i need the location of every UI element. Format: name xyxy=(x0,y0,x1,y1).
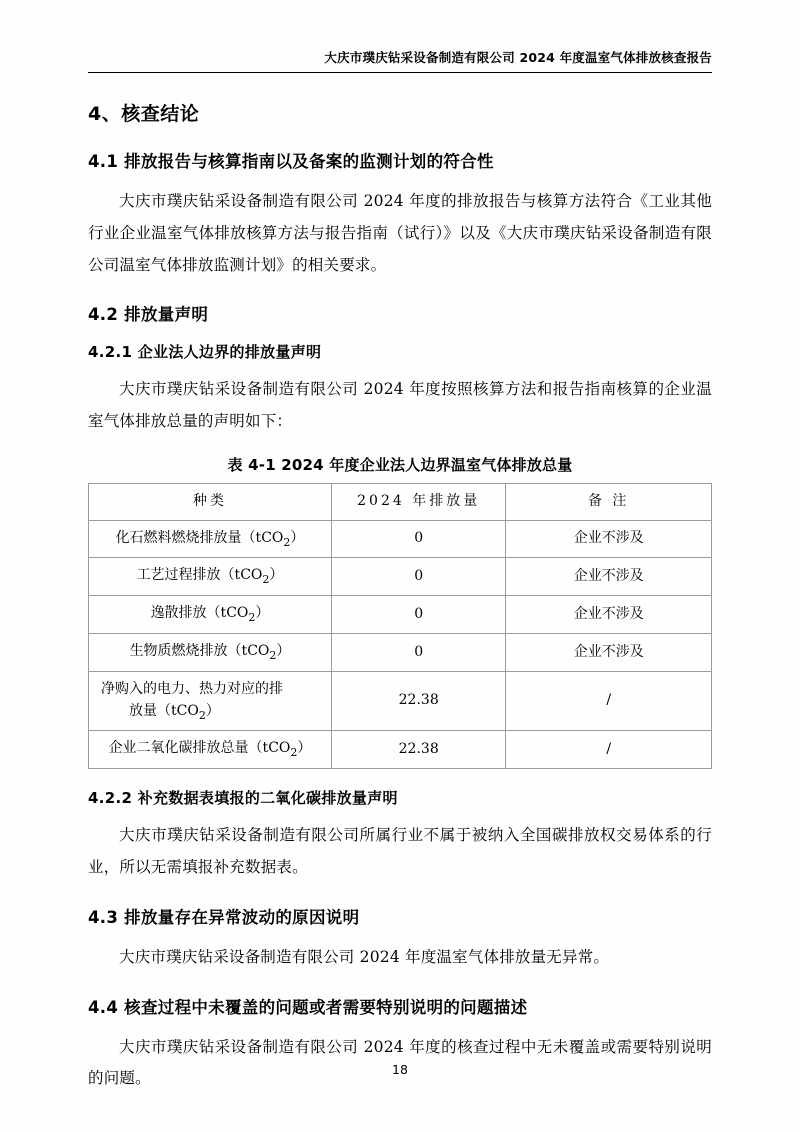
cell-value: 22.38 xyxy=(331,671,505,731)
running-header: 大庆市璞庆钻采设备制造有限公司 2024 年度温室气体排放核查报告 xyxy=(324,50,712,65)
table-row xyxy=(89,558,712,596)
section-4-heading: 4、核查结论 xyxy=(88,103,200,125)
table-row xyxy=(89,634,712,672)
cell-note: 企业不涉及 xyxy=(506,520,712,558)
cell-value: 0 xyxy=(331,634,505,672)
table-header-kind: 种类 xyxy=(89,483,332,520)
cell-kind: 生物质燃烧排放（tCO$_2$） xyxy=(89,634,332,672)
table-body xyxy=(89,520,712,769)
table-row xyxy=(89,596,712,634)
section-4-1-paragraph: 大庆市璞庆钻采设备制造有限公司 2024 年度的排放报告与核算方法符合《工业其他行业企业温室气体排放核算方法与报告指南（试行）》以及《大庆市璞庆钻采设备制造有限公司温室气体排放监测计划》的相关要求。 xyxy=(88,192,712,274)
cell-kind: 净购入的电力、热力对应的排 放量（tCO$_2$） xyxy=(89,671,332,731)
page-number: 18 xyxy=(392,1062,408,1077)
section-4-2-1-paragraph: 大庆市璞庆钻采设备制造有限公司 2024 年度按照核算方法和报告指南核算的企业温室气体排放总量的声明如下： xyxy=(88,380,712,431)
section-4-2-heading: 4.2 排放量声明 xyxy=(88,305,209,325)
table-row xyxy=(89,671,712,731)
section-4-4-paragraph: 大庆市璞庆钻采设备制造有限公司 2024 年度的核查过程中无未覆盖或需要特别说明的问题。 xyxy=(88,1037,712,1088)
table-row xyxy=(89,731,712,769)
section-4-3-heading: 4.3 排放量存在异常波动的原因说明 xyxy=(88,907,360,927)
cell-note: / xyxy=(506,671,712,731)
emissions-table xyxy=(88,483,712,769)
cell-value: 22.38 xyxy=(331,731,505,769)
table-header-value: 2024 年排放量 xyxy=(331,483,505,520)
cell-value: 0 xyxy=(331,558,505,596)
cell-note: / xyxy=(506,731,712,769)
table-row xyxy=(89,520,712,558)
cell-kind: 企业二氧化碳排放总量（tCO$_2$） xyxy=(89,731,332,769)
table-caption: 表 4-1 2024 年度企业法人边界温室气体排放总量 xyxy=(227,455,573,474)
cell-kind: 工艺过程排放（tCO$_2$） xyxy=(89,558,332,596)
section-4-3-paragraph: 大庆市璞庆钻采设备制造有限公司 2024 年度温室气体排放量无异常。 xyxy=(119,947,610,966)
table-header-note: 备 注 xyxy=(506,483,712,520)
page-content xyxy=(88,48,712,1101)
section-4-1-heading: 4.1 排放报告与核算指南以及备案的监测计划的符合性 xyxy=(88,152,494,171)
section-4-2-2-paragraph: 大庆市璞庆钻采设备制造有限公司所属行业不属于被纳入全国碳排放权交易体系的行业，所以无需填报补充数据表。 xyxy=(88,826,712,877)
cell-kind: 逸散排放（tCO$_2$） xyxy=(89,596,332,634)
cell-value: 0 xyxy=(331,596,505,634)
cell-kind: 化石燃料燃烧排放量（tCO$_2$） xyxy=(89,520,332,558)
cell-value: 0 xyxy=(331,520,505,558)
section-4-2-1-heading: 4.2.1 企业法人边界的排放量声明 xyxy=(88,343,322,362)
cell-note: 企业不涉及 xyxy=(506,634,712,672)
section-4-4-heading: 4.4 核查过程中未覆盖的问题或者需要特别说明的问题描述 xyxy=(88,997,528,1017)
section-4-2-2-heading: 4.2.2 补充数据表填报的二氧化碳排放量声明 xyxy=(88,789,398,808)
cell-note: 企业不涉及 xyxy=(506,596,712,634)
cell-note: 企业不涉及 xyxy=(506,558,712,596)
header-rule xyxy=(88,72,712,73)
table-header-row xyxy=(89,483,712,520)
